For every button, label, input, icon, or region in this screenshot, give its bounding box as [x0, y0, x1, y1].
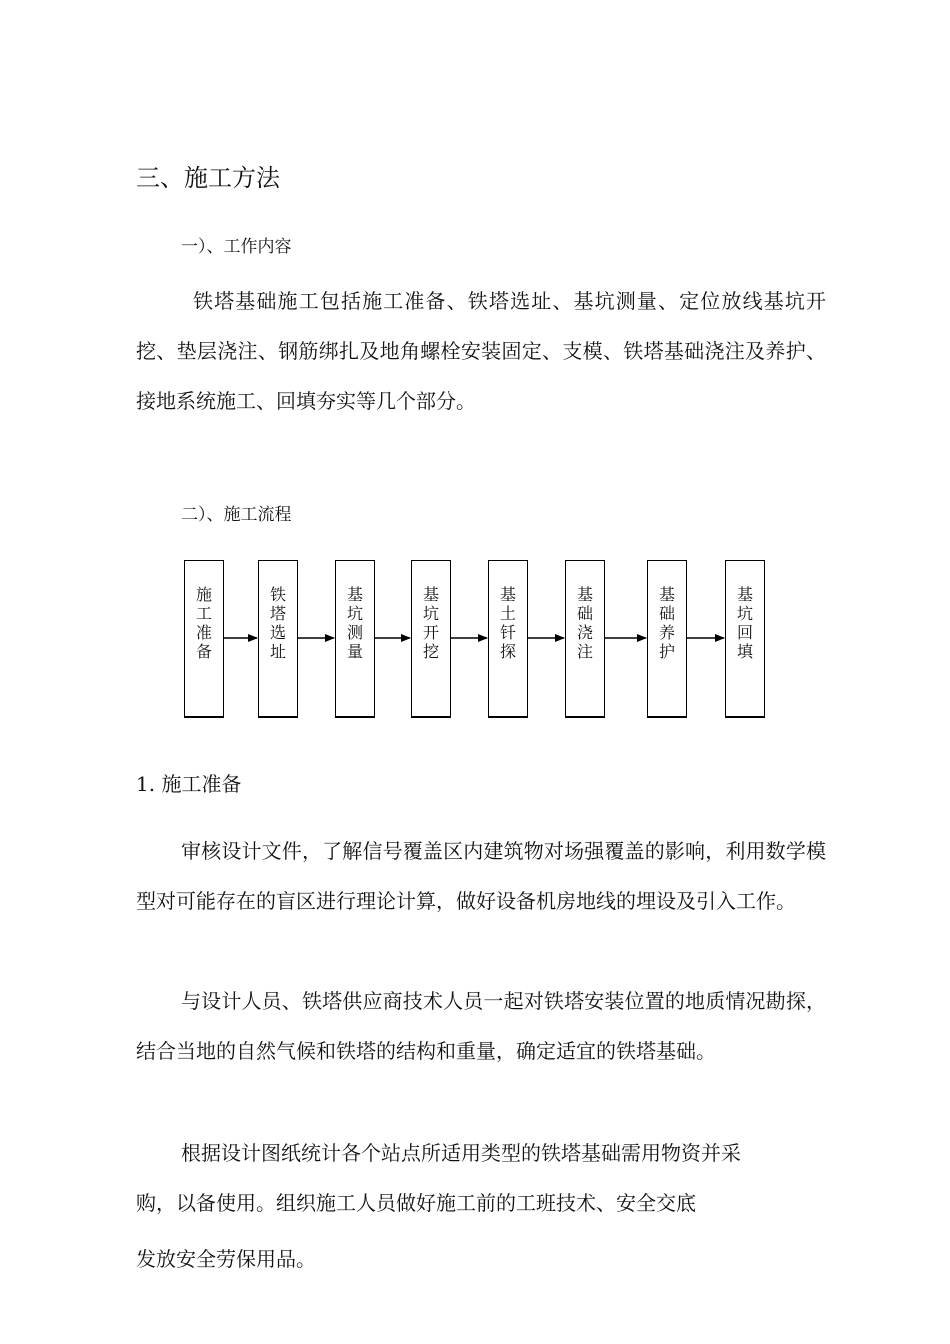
preparation-paragraph-1: 审核设计文件，了解信号覆盖区内建筑物对场强覆盖的影响，利用数学模型对可能存在的盲区进行理论计算，做好设备机房地线的埋设及引入工作。: [136, 839, 826, 913]
flow-step-label: 基础浇注: [577, 585, 594, 661]
preparation-paragraph-3-line-1: 根据设计图纸统计各个站点所适用类型的铁塔基础需用物资并采: [181, 1141, 741, 1165]
flow-step-label: 铁塔选址: [270, 585, 287, 661]
flow-step-label: 基坑测量: [347, 585, 364, 661]
flow-step-label: 基坑开挖: [423, 585, 440, 661]
flow-step-label: 基础养护: [659, 585, 676, 661]
subsection-title-work-content: 一）、工作内容: [181, 237, 292, 257]
flow-step-label: 施工准备: [196, 585, 213, 661]
flow-step-label: 基土钎探: [500, 585, 517, 661]
flow-step-label: 基坑回填: [737, 585, 754, 661]
step-title-preparation: 1. 施工准备: [136, 772, 242, 796]
preparation-paragraph-3-line-3: 发放安全劳保用品。: [136, 1247, 316, 1271]
preparation-paragraph-2: 与设计人员、铁塔供应商技术人员一起对铁塔安装位置的地质情况勘探，结合当地的自然气候和铁塔的结构和重量，确定适宜的铁塔基础。: [136, 989, 826, 1063]
preparation-paragraph-3-line-2: 购，以备使用。组织施工人员做好施工前的工班技术、安全交底: [136, 1191, 696, 1215]
subsection-title-process: 二）、施工流程: [181, 505, 292, 525]
intro-paragraph: 铁塔基础施工包括施工准备、铁塔选址、基坑测量、定位放线基坑开挖、垫层浇注、钢筋绑扎及地角螺栓安装固定、支模、铁塔基础浇注及养护、接地系统施工、回填夯实等几个部分。: [136, 289, 826, 413]
section-title: 三、施工方法: [136, 164, 280, 192]
